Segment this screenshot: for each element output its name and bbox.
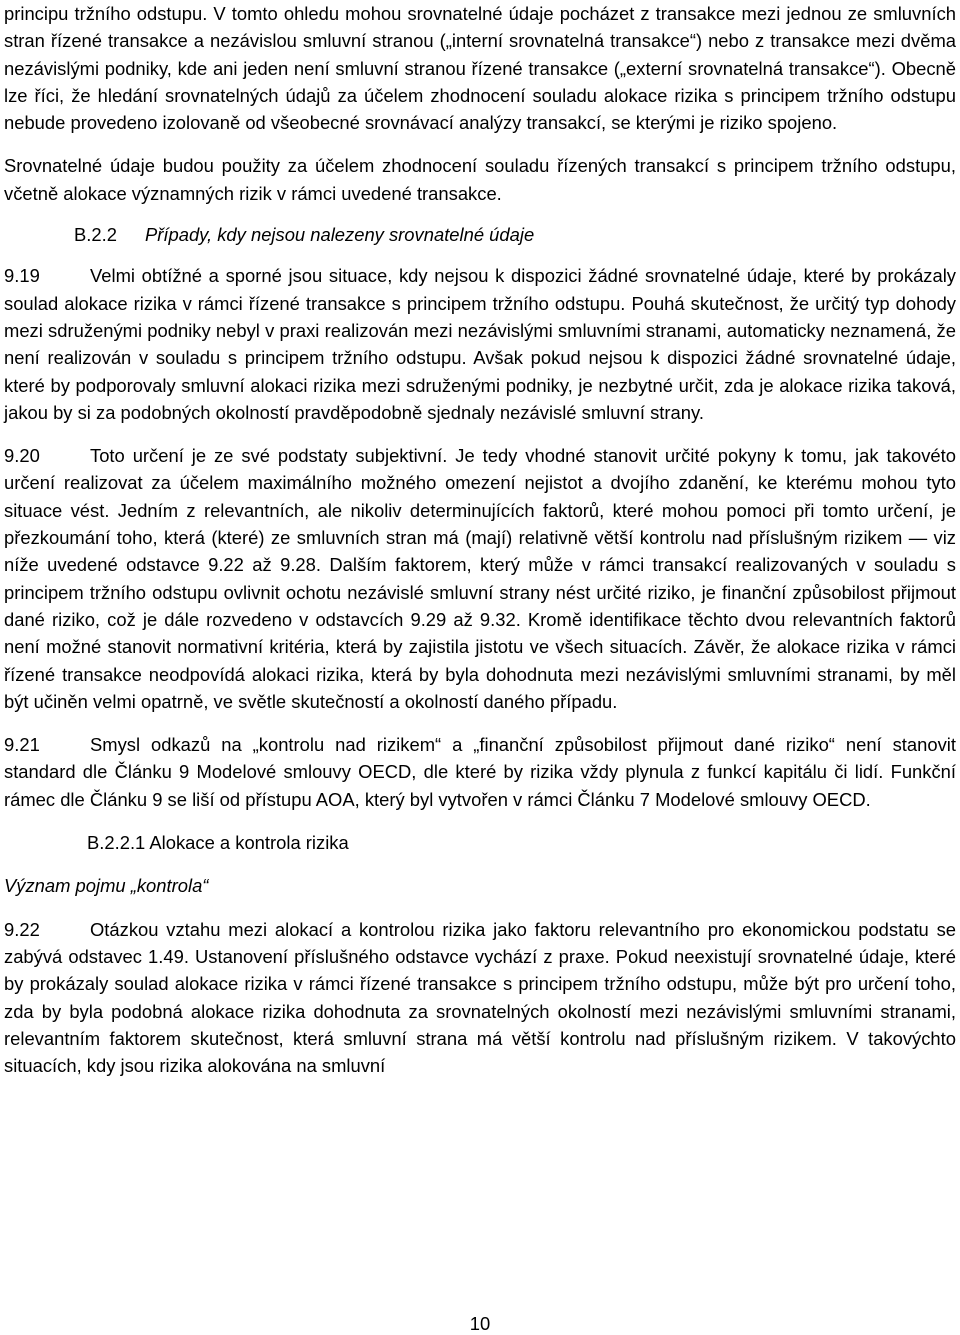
paragraph-9-19 (4, 262, 956, 426)
control-meaning-heading: Význam pojmu „kontrola“ (4, 875, 209, 897)
paragraph-text: Smysl odkazů na „kontrolu nad rizikem“ a „finanční způsobilost přijmout dané riziko“ není stanovit standard dle Článku 9 Modelové smlouvy OECD, dle které by rizika vždy plynula z funkcí kapitálu či lidí. Funkční rámec dle Článku 9 se liší od přístupu AOA, který byl vytvořen v rámci Článku 7 Modelové smlouvy OECD. (4, 734, 956, 810)
paragraph-text: Velmi obtížné a sporné jsou situace, kdy nejsou k dispozici žádné srovnatelné údaje, které by prokázaly soulad alokace rizika v rámci řízené transakce s principem tržního odstupu. Pouhá skutečnost, že určitý typ dohody mezi sdruženými podniky nebyl v praxi realizován mezi nezávislými smluvními stranami, automaticky neznamená, že není realizován v souladu s principem tržního odstupu. Avšak pokud nejsou k dispozici žádné srovnatelné údaje, které by podporovaly smluvní alokaci rizika mezi sdruženými podniky, je nezbytné určit, zda je alokace rizika taková, jakou by si za podobných okolností pravděpodobně sjednaly nezávislé smluvní strany. (4, 265, 956, 423)
comparables-paragraph: Srovnatelné údaje budou použity za účelem zhodnocení souladu řízených transakcí s principem tržního odstupu, včetně alokace významných rizik v rámci uvedené transakce. (4, 155, 956, 204)
paragraph-text: Otázkou vztahu mezi alokací a kontrolou rizika jako faktoru relevantního pro ekonomickou podstatu se zabývá odstavec 1.49. Ustanovení příslušného odstavce vychází z praxe. Pokud neexistují srovnatelné údaje, které by prokázaly soulad alokace rizika v rámci řízené transakce s principem tržního odstupu, může být pro určení toho, zda by byla podobná alokace rizika dohodnuta za srovnatelných okolností mezi nezávislými smluvními stranami, relevantním faktorem skutečnost, která smluvní strana má větší kontrolu nad příslušným rizikem. V takovýchto situacích, kdy jsou rizika alokována na smluvní (4, 918, 956, 1077)
paragraph-number: 9.20 (4, 445, 40, 467)
section-heading-b22 (4, 221, 956, 248)
paragraph-number: 9.21 (4, 734, 40, 756)
subsection-heading-b221: B.2.2.1 Alokace a kontrola rizika (87, 832, 349, 854)
document-page (4, 0, 956, 1079)
paragraph-number: 9.22 (4, 918, 40, 940)
section-title: Případy, kdy nejsou nalezeny srovnatelné údaje (145, 224, 535, 246)
page-number: 10 (469, 1313, 491, 1334)
paragraph-9-21 (4, 731, 956, 813)
paragraph-9-20 (4, 442, 956, 715)
intro-paragraph: principu tržního odstupu. V tomto ohledu mohou srovnatelné údaje pocházet z transakce mezi jednou ze smluvních stran řízené transakce a nezávislou smluvní stranou („interní srovnatelná transakce“) nebo z transakce mezi dvěma nezávislými podniky, kde ani jeden není smluvní stranou řízené transakce („externí srovnatelná transakce“). Obecně lze říci, že hledání srovnatelných údajů za účelem zhodnocení souladu alokace rizika s principem tržního odstupu nebude provedeno izolovaně od všeobecné srovnávací analýzy transakcí, se kterými je riziko spojeno. (4, 3, 956, 134)
section-number: B.2.2 (74, 224, 117, 246)
paragraph-text: Toto určení je ze své podstaty subjektivní. Je tedy vhodné stanovit určité pokyny k tomu, jak takovéto určení realizovat za účelem maximálního možného omezení nejistot a dvojího zdanění, ke kterému mohou tyto situace vést. Jedním z relevantních, ale nikoliv determinujících faktorů, které mohou pomoci při tomto určení, je přezkoumání toho, která (které) ze smluvních stran má (mají) relativně větší kontrolu nad příslušným rizikem — viz níže uvedené odstavce 9.22 až 9.28. Dalším faktorem, který může v rámci transakcí realizovaných v souladu s principem tržního odstupu ovlivnit ochotu nezávislé smluvní strany nést určité riziko, je finanční způsobilost přijmout dané riziko, což je dále rozvedeno v odstavcích 9.29 až 9.32. Kromě identifikace těchto dvou relevantních faktorů není možné stanovit normativní kritéria, která by zajistila jistotu ve všech situacích. Závěr, že alokace rizika v rámci řízené transakce neodpovídá alokaci rizika, která by byla dohodnuta mezi nezávislými smluvními stranami, by měl být učiněn velmi opatrně, ve světle skutečností a okolností daného případu. (4, 445, 956, 712)
paragraph-9-22 (4, 916, 956, 1080)
paragraph-number: 9.19 (4, 265, 40, 287)
